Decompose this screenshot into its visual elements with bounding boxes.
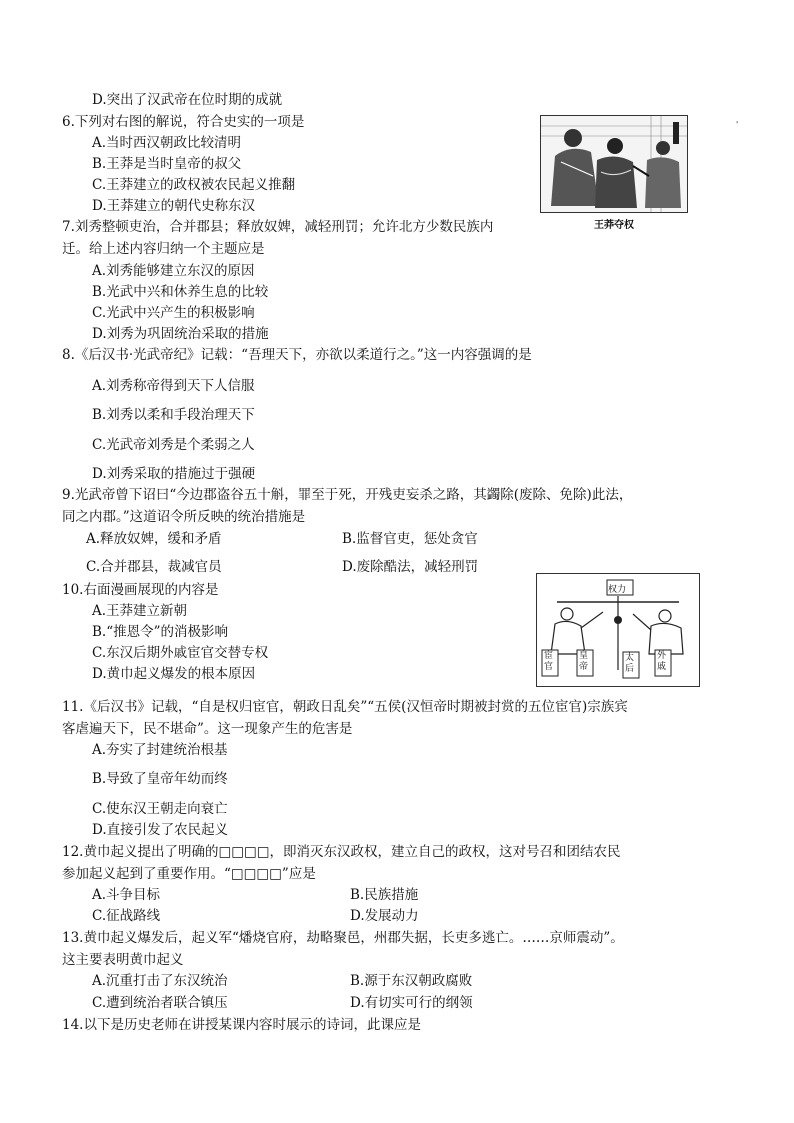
margin-mark: '	[736, 120, 739, 129]
q12-stem-line2: 参加起义起到了重要作用。“□□□□”应是	[62, 866, 316, 882]
cartoon-label-power: 权力	[608, 585, 627, 595]
q11-option-c: C.使东汉王朝走向衰亡	[92, 801, 228, 817]
q13-option-c: C.遭到统治者联合镇压	[92, 995, 228, 1011]
q11-option-d: D.直接引发了农民起义	[92, 822, 229, 838]
q7-option-a: A.刘秀能够建立东汉的原因	[92, 263, 255, 279]
q8-stem: 8.《后汉书·光武帝纪》记载：“吾理天下，亦欲以柔道行之。”这一内容强调的是	[62, 347, 532, 363]
cartoon-label-empress: 太后	[625, 653, 635, 674]
q7-stem-line2: 迁。给上述内容归纳一个主题应是	[62, 241, 265, 257]
cartoon-label-eunuch: 宦官	[544, 651, 554, 672]
q9-option-c: C.合并郡县，裁减官员	[86, 559, 222, 575]
q12-option-c: C.征战路线	[92, 908, 161, 924]
wang-mang-caption: 王莽夺权	[594, 220, 634, 231]
q13-option-b: B.源于东汉朝政腐败	[350, 973, 473, 989]
q11-option-b: B.导致了皇帝年幼而终	[92, 771, 228, 787]
q13-stem-line1: 13.黄巾起义爆发后，起义军“燔烧官府，劫略聚邑，州郡失据，长吏多逃亡。……京师震动”。	[62, 930, 624, 946]
q10-option-c: C.东汉后期外戚宦官交替专权	[92, 645, 269, 661]
wang-mang-illustration	[540, 115, 688, 213]
q12-option-a: A.斗争目标	[92, 887, 161, 903]
q7-option-c: C.光武中兴产生的积极影响	[92, 305, 255, 321]
q7-option-b: B.光武中兴和休养生息的比较	[92, 284, 269, 300]
q5-option-d: D.突出了汉武帝在位时期的成就	[92, 92, 283, 108]
q9-option-a: A.释放奴婢，缓和矛盾	[86, 531, 222, 547]
q13-option-a: A.沉重打击了东汉统治	[92, 973, 228, 989]
q10-option-b: B.“推恩令”的消极影响	[92, 624, 229, 640]
q6-stem: 6.下列对右图的解说，符合史实的一项是	[62, 114, 305, 130]
power-cartoon	[536, 573, 700, 687]
q8-option-a: A.刘秀称帝得到天下人信服	[92, 378, 255, 394]
q11-stem-line2: 客虐遍天下，民不堪命”。这一现象产生的危害是	[62, 721, 353, 737]
q9-stem-line2: 同之内郡。”这道诏令所反映的统治措施是	[62, 509, 306, 525]
q10-option-a: A.王莽建立新朝	[92, 603, 188, 619]
q12-stem-line1: 12.黄巾起义提出了明确的□□□□，即消灭东汉政权，建立自己的政权，这对号召和团结农民	[62, 844, 621, 860]
q6-option-c: C.王莽建立的政权被农民起义推翻	[92, 177, 296, 193]
q8-option-c: C.光武帝刘秀是个柔弱之人	[92, 437, 255, 453]
cartoon-label-relatives: 外戚	[657, 651, 667, 672]
wang-mang-engraving-drawing	[541, 116, 687, 212]
q13-stem-line2: 这主要表明黄巾起义	[62, 952, 184, 968]
q14-stem: 14.以下是历史老师在讲授某课内容时展示的诗词，此课应是	[62, 1017, 421, 1033]
q11-option-a: A.夯实了封建统治根基	[92, 742, 228, 758]
q6-option-a: A.当时西汉朝政比较清明	[92, 135, 242, 151]
q8-option-b: B.刘秀以柔和手段治理天下	[92, 407, 255, 423]
q12-option-b: B.民族措施	[350, 887, 419, 903]
q9-stem-line1: 9.光武帝曾下诏曰“今边郡盗谷五十斛，罪至于死，开残吏妄杀之路，其蠲除(废除、免除)此法，	[62, 487, 633, 503]
q8-option-d: D.刘秀采取的措施过于强硬	[92, 466, 256, 482]
q9-option-b: B.监督官吏，惩处贪官	[342, 531, 478, 547]
q6-option-d: D.王莽建立的朝代史称东汉	[92, 198, 256, 214]
q12-option-d: D.发展动力	[350, 908, 419, 924]
q10-stem: 10.右面漫画展现的内容是	[62, 582, 219, 598]
cartoon-label-emperor: 皇帝	[579, 651, 589, 672]
q13-option-d: D.有切实可行的纲领	[350, 995, 473, 1011]
q7-stem-line1: 7.刘秀整顿吏治，合并郡县；释放奴婢，减轻刑罚；允许北方少数民族内	[62, 219, 494, 235]
q6-option-b: B.王莽是当时皇帝的叔父	[92, 156, 242, 172]
q9-option-d: D.废除酷法，减轻刑罚	[342, 559, 479, 575]
q10-option-d: D.黄巾起义爆发的根本原因	[92, 666, 256, 682]
q7-option-d: D.刘秀为巩固统治采取的措施	[92, 326, 269, 342]
q11-stem-line1: 11.《后汉书》记载，“自是权归宦官，朝政日乱矣”“五侯(汉恒帝时期被封赏的五位宦官)宗族宾	[62, 699, 628, 715]
